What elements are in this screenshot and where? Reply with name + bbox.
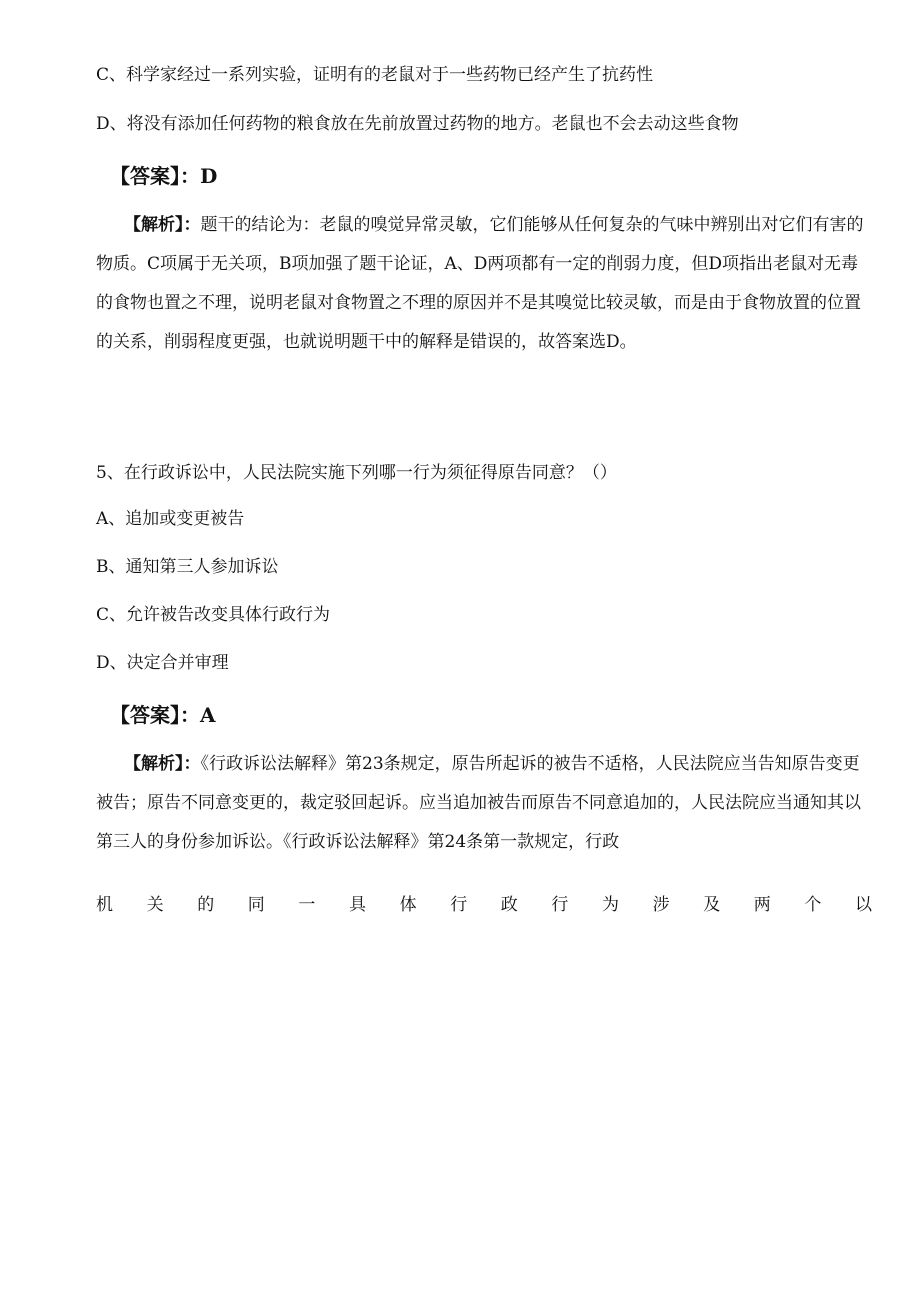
q5-option-b: B、通知第三人参加诉讼 xyxy=(96,557,279,577)
analysis-text: 《行政诉讼法解释》第23条规定，原告所起诉的被告不适格，人民法院应当告知原告变更被告；原告不同意变更的，裁定驳回起诉。应当追加被告而原告不同意追加的，人民法院应当通知其以第三人的身份参加诉讼。《行政诉讼法解释》第24条第一款规定，行政 xyxy=(96,754,861,852)
answer-letter: A xyxy=(200,703,216,727)
analysis-text: 题干的结论为：老鼠的嗅觉异常灵敏，它们能够从任何复杂的气味中辨别出对它们有害的物质。C项属于无关项，B项加强了题干论证，A、D两项都有一定的削弱力度，但D项指出老鼠对无毒的食物也置之不理，说明老鼠对食物置之不理的原因并不是其嗅觉比较灵敏，而是由于食物放置的位置的关系，削弱程度更强，也就说明题干中的解释是错误的，故答案选D。 xyxy=(96,215,864,352)
q4-analysis xyxy=(96,206,872,362)
q5-option-a: A、追加或变更被告 xyxy=(96,509,245,529)
answer-label: 【答案】： xyxy=(110,164,200,188)
q5-option-c: C、允许被告改变具体行政行为 xyxy=(96,605,331,625)
q5-question: 5、在行政诉讼中，人民法院实施下列哪一行为须征得原告同意？（） xyxy=(96,463,617,483)
q4-answer xyxy=(110,162,217,190)
q5-answer xyxy=(110,701,216,729)
q5-option-d: D、决定合并审理 xyxy=(96,653,229,673)
q4-option-d: D、将没有添加任何药物的粮食放在先前放置过药物的地方。老鼠也不会去动这些食物 xyxy=(96,114,739,134)
answer-letter: D xyxy=(200,164,218,188)
answer-label: 【答案】： xyxy=(110,703,200,727)
q5-analysis xyxy=(96,745,872,862)
q5-analysis-tail: 机 关 的 同 一 具 体 行 政 行 为 涉 及 两 个 以 xyxy=(96,895,872,915)
q4-option-c: C、科学家经过一系列实验，证明有的老鼠对于一些药物已经产生了抗药性 xyxy=(96,65,654,85)
analysis-label: 【解析】： xyxy=(124,215,201,235)
analysis-label: 【解析】： xyxy=(124,754,201,774)
